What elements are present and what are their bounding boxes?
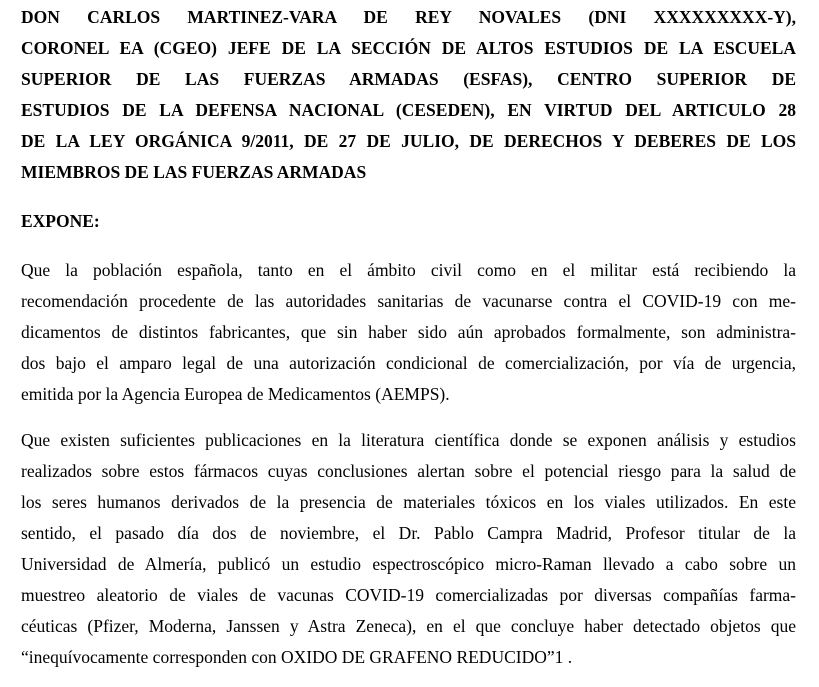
paragraph-line: dos bajo el amparo legal de una autorización condicional de comercialización, por vía de urgencia,: [21, 353, 796, 373]
paragraph-line: “inequívocamente corresponden con OXIDO DE GRAFENO REDUCIDO”1 .: [21, 647, 573, 667]
heading-line: SUPERIOR DE LAS FUERZAS ARMADAS (ESFAS), CENTRO SUPERIOR DE: [21, 69, 796, 89]
paragraph-1: [21, 255, 796, 410]
heading-line: DON CARLOS MARTINEZ-VARA DE REY NOVALES (DNI XXXXXXXXX-Y),: [21, 7, 796, 27]
paragraph-line: realizados sobre estos fármacos cuyas conclusiones alertan sobre el potencial riesgo para la salud de: [21, 461, 796, 481]
paragraph-line: Universidad de Almería, publicó un estudio espectroscópico micro-Raman llevado a cabo sobre un: [21, 554, 796, 574]
paragraph-line: Que la población española, tanto en el ámbito civil como en el militar está recibiendo la: [21, 260, 796, 280]
section-label-expone: EXPONE:: [21, 211, 100, 231]
paragraph-line: dicamentos de distintos fabricantes, que sin haber sido aún aprobados formalmente, son administra-: [21, 322, 796, 342]
heading-line: DE LA LEY ORGÁNICA 9/2011, DE 27 DE JULIO, DE DERECHOS Y DEBERES DE LOS: [21, 131, 796, 151]
paragraph-line: los seres humanos derivados de la presencia de materiales tóxicos en los viales utilizados. En este: [21, 492, 796, 512]
document-heading: [21, 0, 796, 188]
paragraph-line: muestreo aleatorio de viales de vacunas COVID-19 comercializadas por diversas compañías farma-: [21, 585, 796, 605]
paragraph-2: [21, 425, 796, 673]
heading-line: ESTUDIOS DE LA DEFENSA NACIONAL (CESEDEN), EN VIRTUD DEL ARTICULO 28: [21, 100, 796, 120]
paragraph-line: céuticas (Pfizer, Moderna, Janssen y Astra Zeneca), en el que concluye haber detectado objetos que: [21, 616, 796, 636]
paragraph-line: sentido, el pasado día dos de noviembre, el Dr. Pablo Campra Madrid, Profesor titular de la: [21, 523, 796, 543]
heading-line: MIEMBROS DE LAS FUERZAS ARMADAS: [21, 162, 367, 182]
document-page: [21, 0, 796, 673]
paragraph-line: emitida por la Agencia Europea de Medicamentos (AEMPS).: [21, 384, 450, 404]
paragraph-line: Que existen suficientes publicaciones en la literatura científica donde se exponen análisis y estudios: [21, 430, 796, 450]
paragraph-line: recomendación procedente de las autoridades sanitarias de vacunarse contra el COVID-19 con me-: [21, 291, 796, 311]
heading-line: CORONEL EA (CGEO) JEFE DE LA SECCIÓN DE ALTOS ESTUDIOS DE LA ESCUELA: [21, 38, 796, 58]
